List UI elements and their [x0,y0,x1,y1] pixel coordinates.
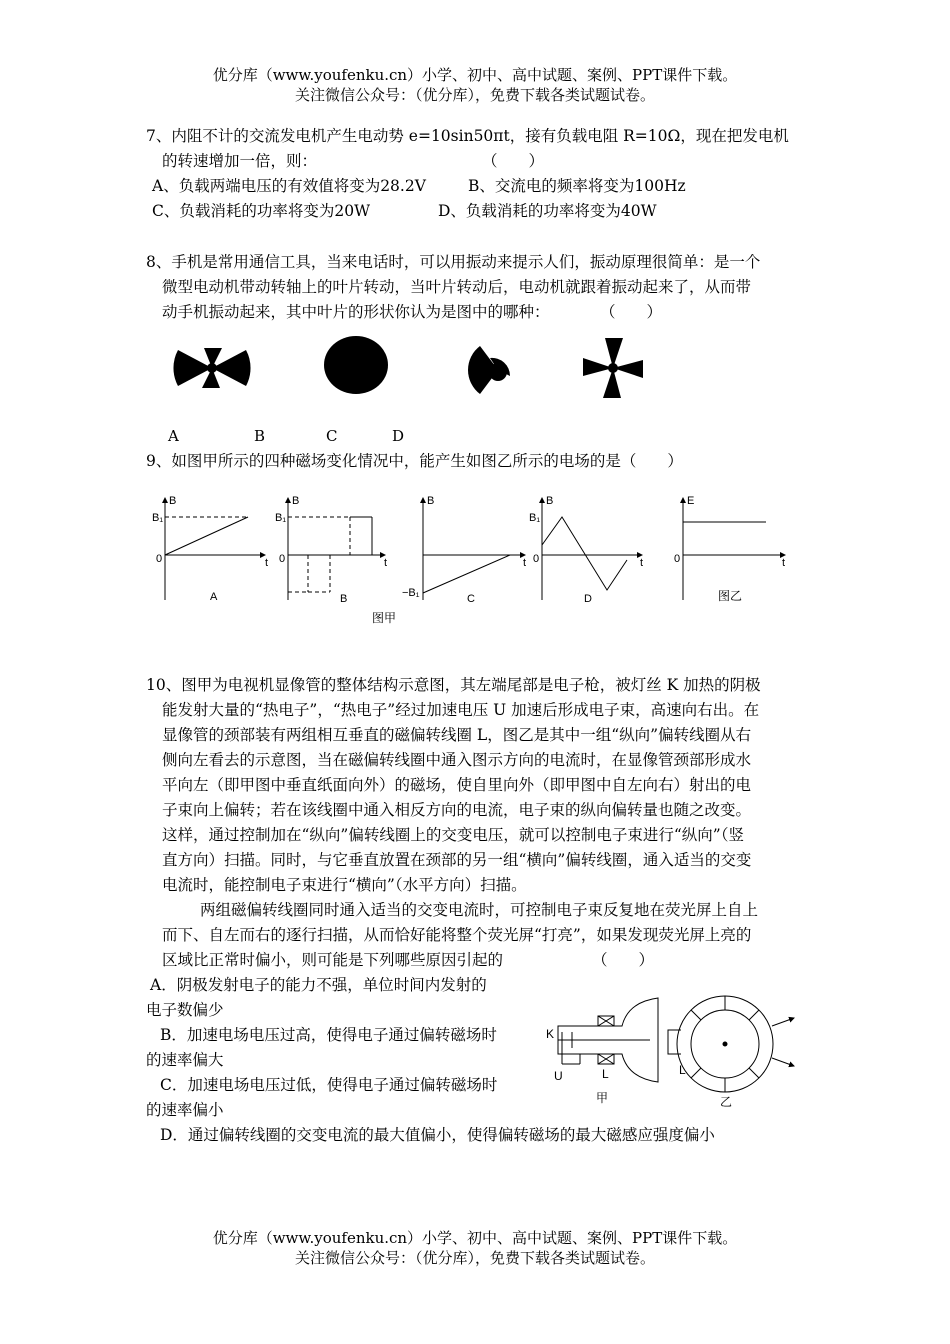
q10-option-a-line-1: A．阴极发射电子的能力不强，单位时间内发射的 [150,976,487,994]
graph-d-origin: 0 [533,553,540,565]
q10-p1-line-6: 子束向上偏转；若在该线圈中通入相反方向的电流，电子束的纵向偏转量也随之改变。 [162,801,752,819]
crt-caption-jia: 甲 [596,1091,609,1105]
q7-option-a: A、负载两端电压的有效值将变为28.2V [152,177,426,195]
q10-p2-line-2: 而下、自左而右的逐行扫描，从而恰好能将整个荧光屏“打亮”，如果发现荧光屏上亮的 [162,926,752,944]
graph-c-label: C [467,593,475,605]
graph-d-axis-b: B [546,495,554,507]
graph-c-neg-b1: −B₁ [402,587,420,599]
footer-line-1: 优分库（www.youfenku.cn）小学、初中、高中试题、案例、PPT课件下载。 [212,1229,738,1247]
q10-option-b-line-2: 的速率偏大 [146,1051,224,1069]
q10-p1-line-1: 10、图甲为电视机显像管的整体结构示意图，其左端尾部是电子枪，被灯丝 K 加热的阴极 [146,676,761,694]
graph-b-label: B [340,593,348,605]
q7-option-d: D、负载消耗的功率将变为40W [438,202,657,220]
q7-line-1: 7、内阻不计的交流发电机产生电动势 e=10sin50πt，接有负载电阻 R=10Ω，现在把发电机 [146,127,789,145]
blade-shapes-figure [170,328,670,408]
crt-coil-yi [668,996,794,1092]
crt-label-l-yi: L [679,1063,686,1077]
graph-d [542,498,642,600]
q10-p1-line-8: 直方向）扫描。同时，与它垂直放置在颈部的另一组“横向”偏转线圈，通入适当的交变 [162,851,752,869]
q10-p1-line-9: 电流时，能控制电子束进行“横向”（水平方向）扫描。 [162,876,527,894]
graph-a [165,498,265,600]
magnetic-field-graphs [140,490,800,630]
footer-line-2: 关注微信公众号：（优分库），免费下载各类试题试卷。 [294,1249,655,1267]
header-line-2: 关注微信公众号：（优分库），免费下载各类试题试卷。 [294,86,655,104]
blade-label-a: A [168,427,179,445]
graph-yi [683,498,785,600]
blade-shape-d [583,338,643,398]
graph-a-label: A [210,591,218,603]
graph-yi-axis-e: E [687,495,695,507]
q10-p2-line-3: 区域比正常时偏小，则可能是下列哪些原因引起的 [162,951,504,969]
q10-p1-line-7: 这样，通过控制加在“纵向”偏转线圈上的交变电压，就可以控制电子束进行“纵向”（竖 [162,826,744,844]
blade-shape-b [324,336,388,394]
graph-d-axis-t: t [640,557,644,569]
graph-b-axis-b: B [292,495,300,507]
q10-p1-line-2: 能发射大量的“热电子”，“热电子”经过加速电压 U 加速后形成电子束，高速向右出。在 [162,701,760,719]
graph-a-origin: 0 [156,553,163,565]
q10-option-a-line-2: 电子数偏少 [146,1001,224,1019]
q8-line-2: 微型电动机带动转轴上的叶片转动，当叶片转动后，电动机就跟着振动起来了，从而带 [162,278,752,296]
q10-option-b-line-1: B．加速电场电压过高，使得电子通过偏转磁场时 [160,1026,497,1044]
crt-label-k: K [546,1027,555,1041]
graph-b-b1: B₁ [275,512,287,524]
graph-yi-label: 图乙 [718,589,743,603]
graph-jia-caption: 图甲 [372,611,397,625]
graph-a-axis-b: B [169,495,177,507]
graph-d-b1: B₁ [529,512,541,524]
graph-c-axis-t: t [523,557,527,569]
blade-shape-a [173,348,250,388]
blade-label-c: C [326,427,338,445]
q7-line-2: 的转速增加一倍，则： [162,152,318,170]
graph-d-label: D [584,593,592,605]
q7-paren: （ ） [482,152,545,170]
blade-shape-c [468,346,510,394]
graph-a-b1: B₁ [152,512,164,524]
q8-paren: （ ） [600,303,663,321]
graph-c [423,498,525,600]
q10-p1-line-3: 显像管的颈部装有两组相互垂直的磁偏转线圈 L，图乙是其中一组“纵向”偏转线圈从右 [162,726,752,744]
q10-option-c-line-1: C．加速电场电压过低，使得电子通过偏转磁场时 [160,1076,498,1094]
q7-option-b: B、交流电的频率将变为100Hz [468,177,686,195]
q10-option-d: D．通过偏转线圈的交变电流的最大值偏小，使得偏转磁场的最大磁感应强度偏小 [160,1126,715,1144]
crt-label-l-jia: L [602,1067,609,1081]
graph-a-axis-t: t [265,557,269,569]
crt-label-u: U [554,1069,563,1083]
crt-caption-yi: 乙 [720,1095,733,1109]
q10-p2-line-1: 两组磁偏转线圈同时通入适当的交变电流时，可控制电子束反复地在荧光屏上自上 [200,901,759,919]
crt-diagram [540,992,800,1110]
q8-line-1: 8、手机是常用通信工具，当来电话时，可以用振动来提示人们，振动原理很简单：是一个 [146,253,761,271]
q10-p1-line-5: 平向左（即甲图中垂直纸面向外）的磁场，使自里向外（即甲图中自左向右）射出的电 [162,776,752,794]
q10-p1-line-4: 侧向左看去的示意图，当在磁偏转线圈中通入图示方向的电流时，在显像管颈部形成水 [162,751,752,769]
q7-option-c: C、负载消耗的功率将变为20W [152,202,371,220]
graph-b-axis-t: t [384,557,388,569]
blade-label-b: B [254,427,266,445]
graph-b-origin: 0 [279,553,286,565]
q10-paren: （ ） [592,951,655,969]
q9-line-1: 9、如图甲所示的四种磁场变化情况中，能产生如图乙所示的电场的是（ ） [146,452,683,470]
blade-label-d: D [392,427,405,445]
graph-yi-origin: 0 [674,553,681,565]
q8-line-3: 动手机振动起来，其中叶片的形状你认为是图中的哪种： [162,303,550,321]
header-line-1: 优分库（www.youfenku.cn）小学、初中、高中试题、案例、PPT课件下载。 [212,66,738,84]
graph-c-axis-b: B [427,495,435,507]
graph-b [288,498,388,600]
graph-yi-axis-t: t [782,557,786,569]
q10-option-c-line-2: 的速率偏小 [146,1101,224,1119]
